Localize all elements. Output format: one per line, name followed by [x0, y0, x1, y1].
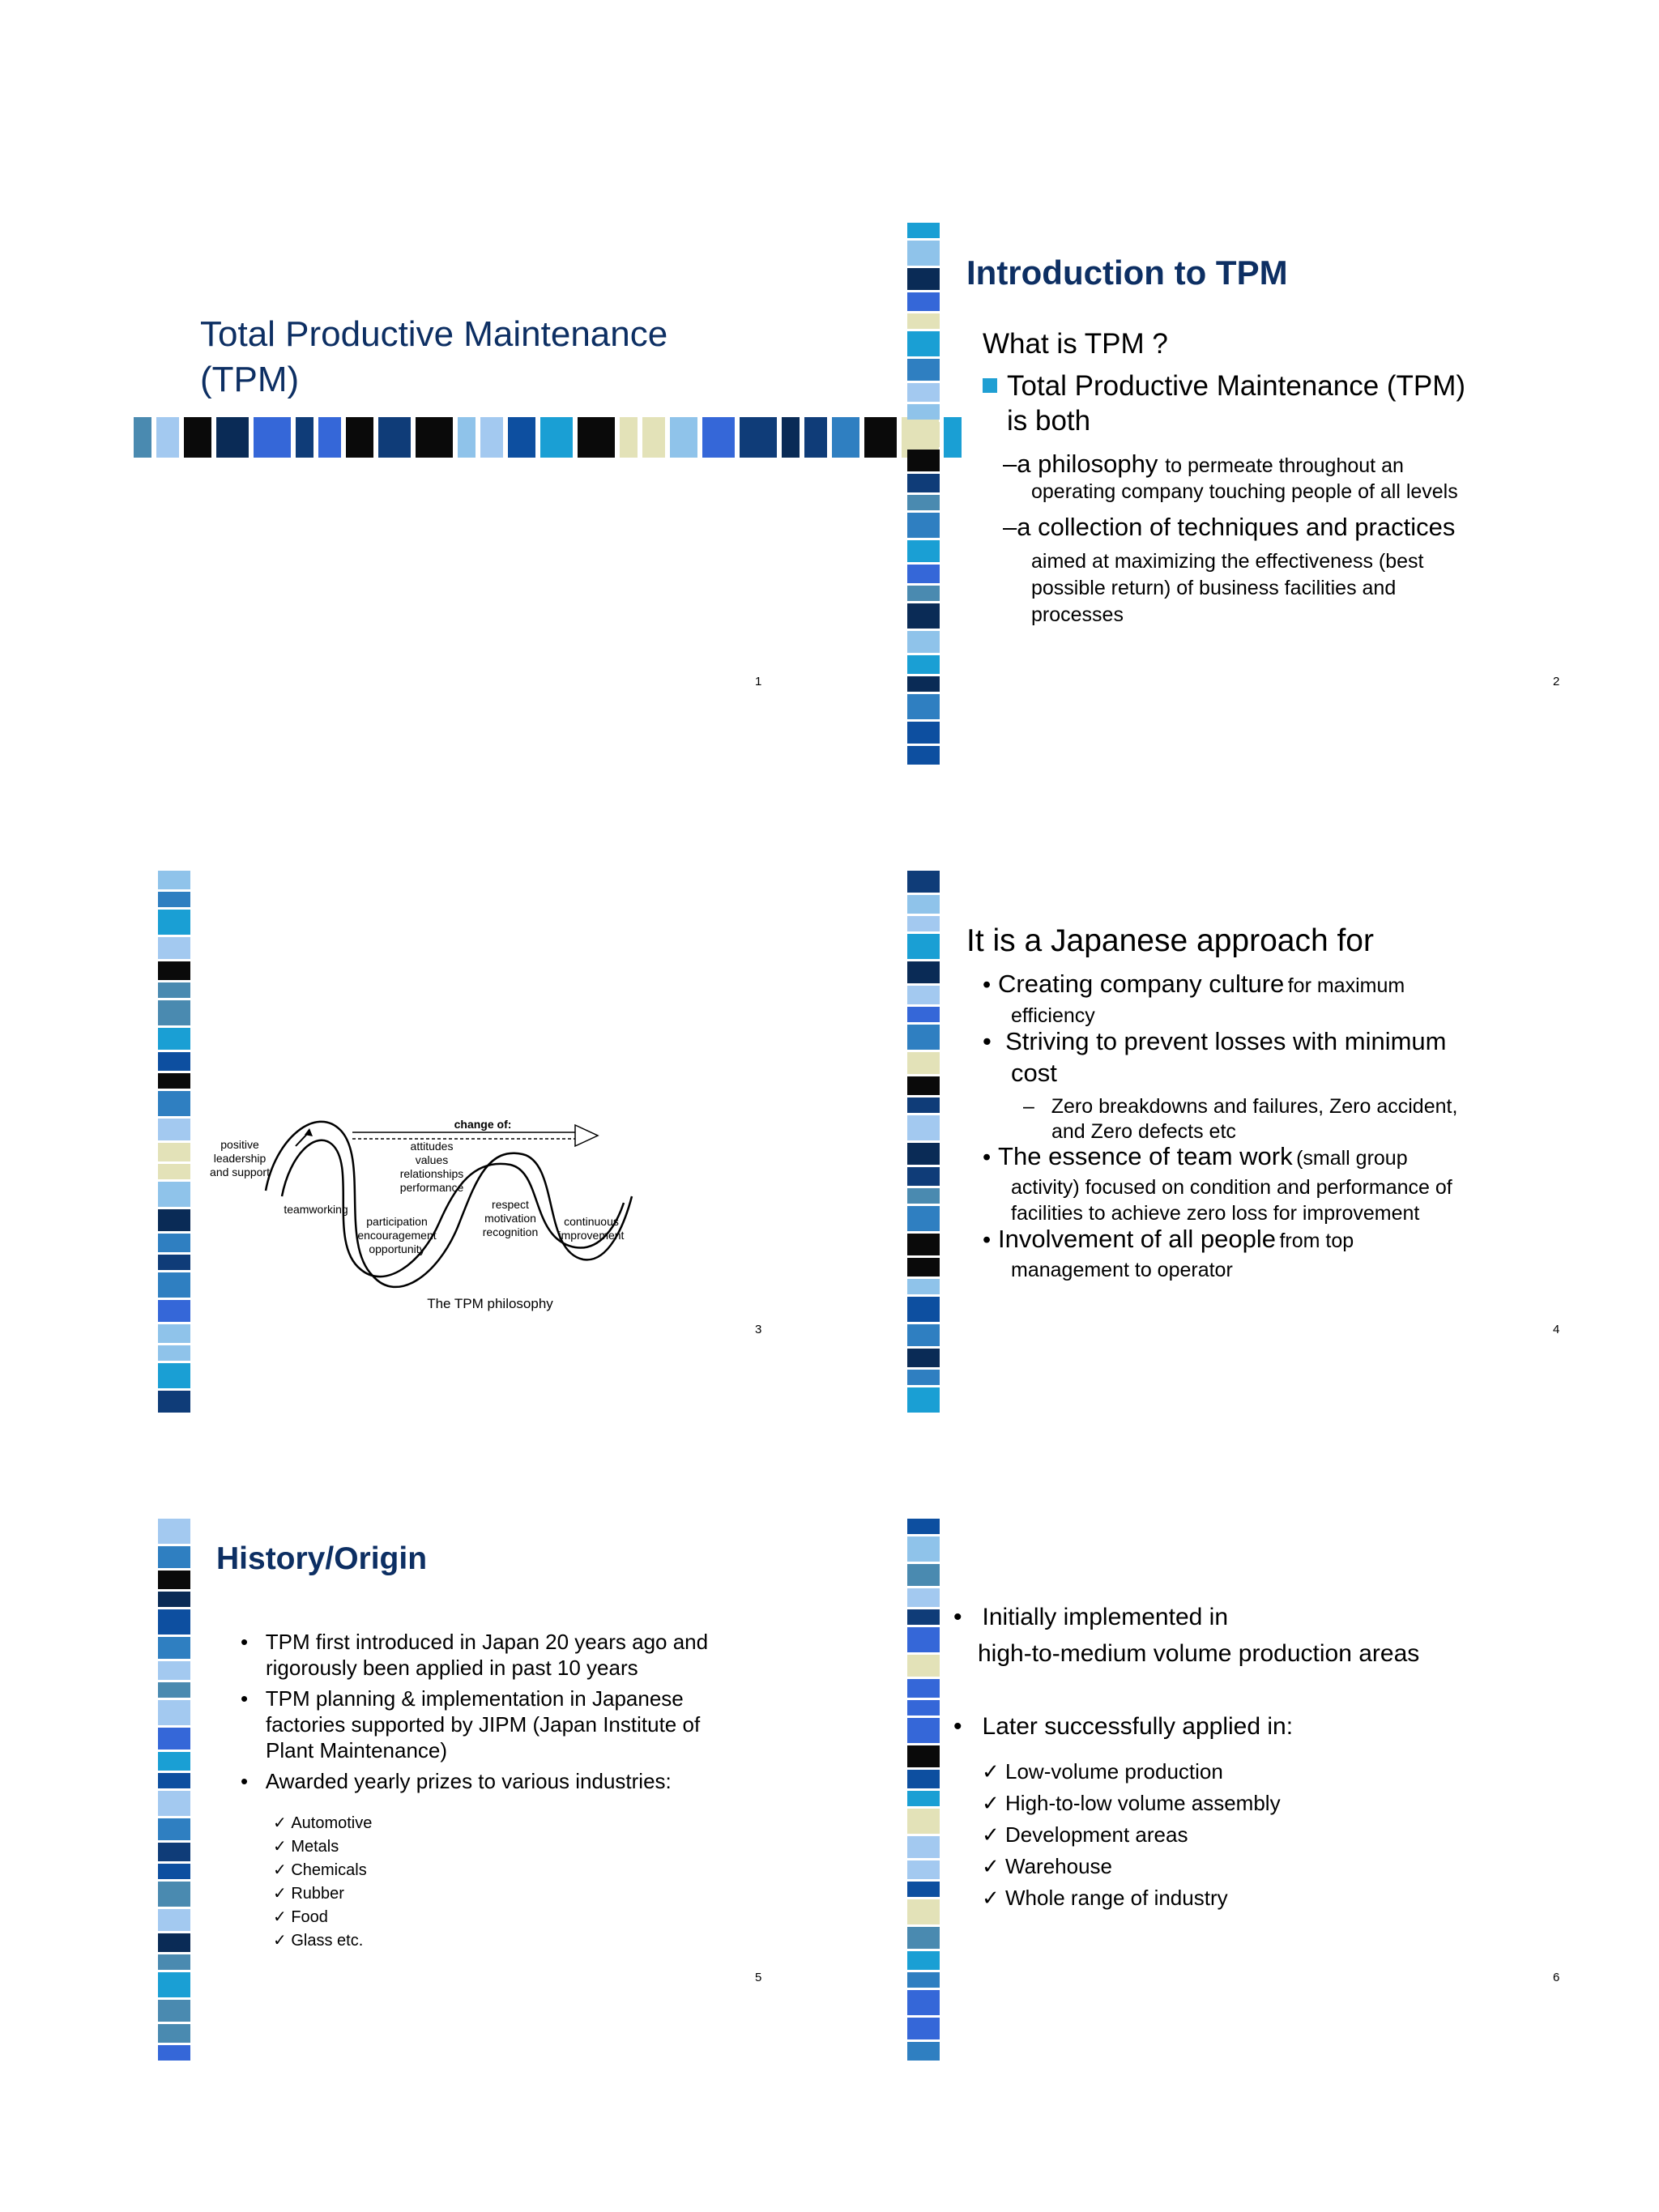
checkmark-icon: ✓ — [982, 1822, 1006, 1847]
list-item-label: Glass etc. — [291, 1932, 364, 1950]
list-item-label: Automotive — [291, 1814, 373, 1832]
bullet-text: factories supported by JIPM (Japan Institute of — [266, 1712, 701, 1737]
page-number: 6 — [1553, 1971, 1560, 1984]
bullet-text: high-to-medium volume production areas — [978, 1640, 1420, 1667]
bullet-item: • Involvement of all people from top — [983, 1225, 1354, 1253]
decorative-stripe — [158, 871, 190, 1365]
slide-title: It is a Japanese approach for — [966, 923, 1374, 958]
slide-3 — [122, 871, 875, 1365]
slide-6 — [891, 1519, 1644, 2013]
list-item-label: Low-volume production — [1005, 1759, 1223, 1784]
checkmark-icon: ✓ — [273, 1861, 292, 1879]
bullet-item: • Later successfully applied in: — [953, 1713, 1294, 1740]
sub-text: aimed at maximizing the effectiveness (best — [1031, 550, 1424, 573]
bullet-text: management to operator — [1011, 1259, 1233, 1281]
bullet-item: • Initially implemented in — [953, 1604, 1229, 1630]
checkmark-icon: ✓ — [273, 1814, 292, 1832]
page-number: 3 — [755, 1323, 762, 1336]
checkmark-icon: ✓ — [273, 1838, 292, 1856]
checkmark-icon: ✓ — [982, 1791, 1006, 1815]
application-item — [982, 1791, 1281, 1816]
application-item — [982, 1886, 1228, 1911]
page-number: 2 — [1553, 675, 1560, 688]
diagram-label: performance — [399, 1181, 464, 1194]
diagram-label: continuous — [564, 1215, 619, 1228]
checkmark-icon: ✓ — [982, 1759, 1006, 1784]
diagram-label: improvement — [558, 1229, 625, 1242]
diagram-label: opportunity — [369, 1242, 425, 1255]
diagram-label: values — [415, 1153, 449, 1166]
diagram-label: change of: — [454, 1118, 512, 1131]
industry-item — [273, 1836, 339, 1856]
bullet-text: activity) focused on condition and performance of — [1011, 1176, 1452, 1199]
bullet-text: facilities to achieve zero loss for improvement — [1011, 1202, 1420, 1225]
sub-text: operating company touching people of all levels — [1031, 480, 1458, 503]
slide-4 — [891, 871, 1644, 1365]
page-number: 5 — [755, 1971, 762, 1984]
bullet-item: Total Productive Maintenance (TPM) — [983, 370, 1465, 403]
diagram-label: participation — [366, 1215, 428, 1228]
list-item-label: Chemicals — [291, 1861, 367, 1879]
diagram-label: teamworking — [284, 1203, 348, 1216]
diagram-caption: The TPM philosophy — [427, 1296, 553, 1311]
industry-item — [273, 1813, 372, 1833]
application-item — [982, 1822, 1188, 1848]
decorative-stripe — [907, 1519, 940, 2013]
question-text: What is TPM ? — [983, 328, 1168, 360]
sub-text: possible return) of business facilities and — [1031, 577, 1397, 599]
slide-title: Total Productive Maintenance (TPM) — [200, 314, 668, 399]
bullet-text: is both — [1007, 405, 1091, 437]
industry-item — [273, 1930, 363, 1950]
decorative-stripe — [158, 1519, 190, 2013]
sub-text: processes — [1031, 603, 1124, 626]
list-item-label: Whole range of industry — [1005, 1886, 1228, 1910]
diagram-label: recognition — [482, 1225, 539, 1238]
industry-item — [273, 1883, 344, 1903]
diagram-label: motivation — [484, 1212, 536, 1225]
list-item-label: Warehouse — [1005, 1854, 1113, 1878]
bullet-item: • Striving to prevent losses with minimum — [983, 1027, 1447, 1055]
diagram-label: positive — [220, 1138, 259, 1151]
industry-item — [273, 1860, 367, 1880]
diagram-label: attitudes — [410, 1140, 454, 1153]
checkmark-icon: ✓ — [273, 1908, 292, 1926]
slide-title: History/Origin — [216, 1541, 428, 1576]
tpm-philosophy-diagram — [210, 984, 737, 1311]
decorative-stripe — [907, 223, 940, 717]
list-item-label: Development areas — [1005, 1822, 1188, 1847]
bullet-item: • The essence of team work (small group — [983, 1142, 1408, 1170]
diagram-label: encouragement — [357, 1229, 437, 1242]
sub-text: and Zero defects etc — [1051, 1120, 1236, 1143]
sub-item: –a philosophy to permeate throughout an — [1003, 450, 1404, 478]
list-item-label: High-to-low volume assembly — [1005, 1791, 1281, 1815]
bullet-text: efficiency — [1011, 1004, 1095, 1027]
bullet-item: • Creating company culture for maximum — [983, 970, 1405, 998]
diagram-label: and support — [210, 1166, 270, 1178]
list-item-label: Food — [291, 1908, 328, 1926]
bullet-item: • TPM first introduced in Japan 20 years ago and — [241, 1630, 709, 1654]
square-bullet-icon — [983, 378, 997, 393]
slide-1 — [122, 223, 875, 717]
bullet-text: rigorously been applied in past 10 years — [266, 1656, 638, 1680]
checkmark-icon: ✓ — [273, 1885, 292, 1903]
checkmark-icon: ✓ — [982, 1854, 1006, 1878]
page-number: 1 — [755, 675, 762, 688]
decorative-stripe — [907, 871, 940, 1365]
bullet-item: • Awarded yearly prizes to various industries: — [241, 1769, 672, 1793]
bullet-text: Plant Maintenance) — [266, 1738, 448, 1762]
industry-item — [273, 1907, 328, 1927]
diagram-label: relationships — [399, 1167, 464, 1180]
list-item-label: Metals — [291, 1838, 339, 1856]
checkmark-icon: ✓ — [982, 1886, 1006, 1910]
list-item-label: Rubber — [291, 1885, 344, 1903]
checkmark-icon: ✓ — [273, 1932, 292, 1950]
diagram-label: respect — [492, 1198, 529, 1211]
bullet-item: • TPM planning & implementation in Japanese — [241, 1686, 684, 1711]
bullet-text: cost — [1011, 1059, 1057, 1087]
slide-2 — [891, 223, 1644, 717]
sub-item: –a collection of techniques and practices — [1003, 513, 1456, 541]
diagram-label: leadership — [213, 1152, 267, 1165]
application-item — [982, 1759, 1223, 1784]
application-item — [982, 1854, 1112, 1879]
slide-5 — [122, 1519, 875, 2013]
slide-title: Introduction to TPM — [966, 254, 1288, 292]
page-number: 4 — [1553, 1323, 1560, 1336]
sub-item: – Zero breakdowns and failures, Zero accident, — [1023, 1095, 1458, 1118]
decorative-band — [134, 417, 790, 458]
